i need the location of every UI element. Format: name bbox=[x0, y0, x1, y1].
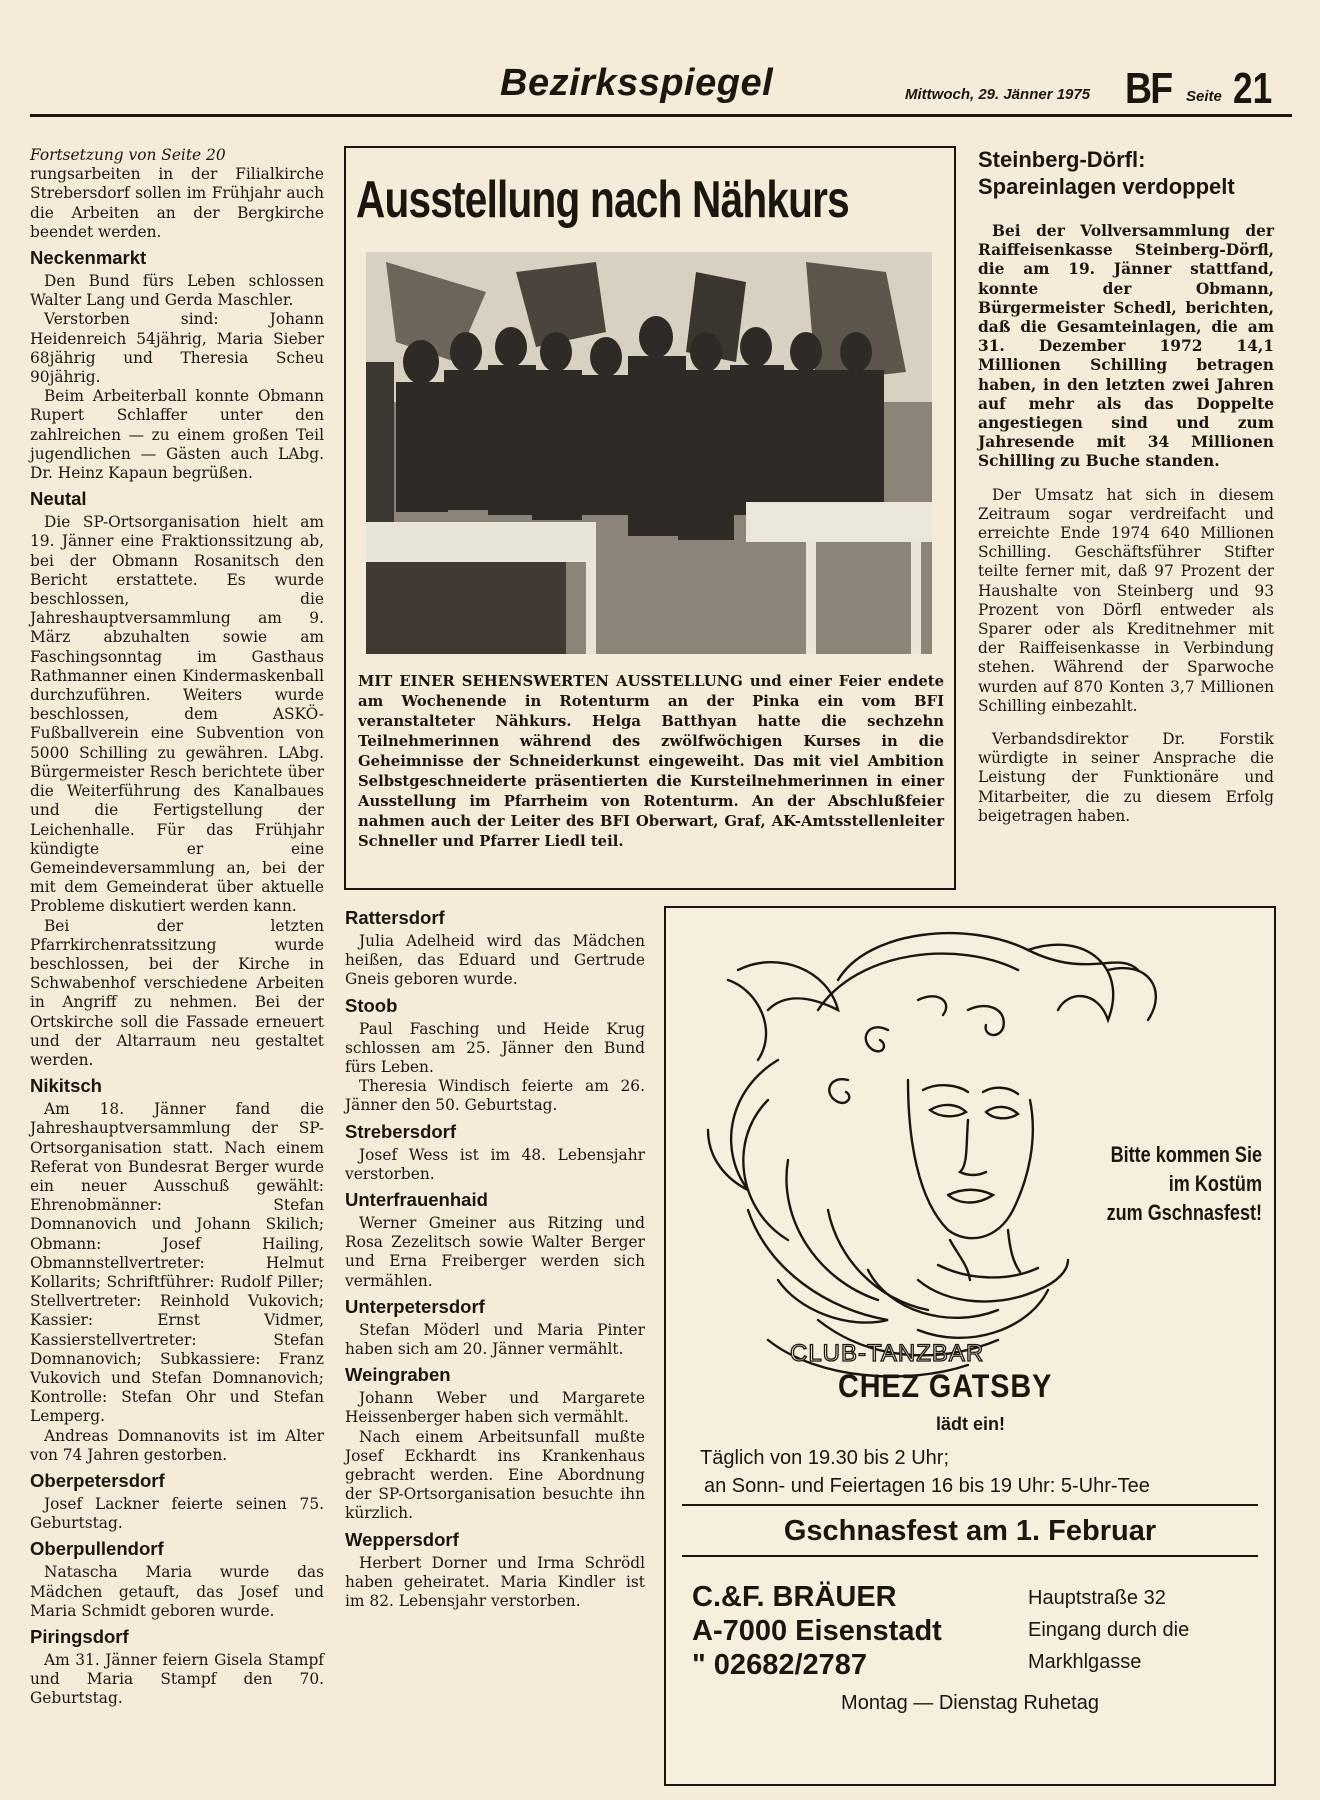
continued-text: rungsarbeiten in der Filialkirche Strebersdorf sollen im Frühjahr auch die Arbeiten an der Bergkirche beendet werden. bbox=[30, 165, 324, 241]
address-line: Markhlgasse bbox=[1028, 1651, 1142, 1673]
ad-divider bbox=[682, 1555, 1258, 1557]
paragraph: Beim Arbeiterball konnte Obmann Rupert Schlaffer unter den zahlreichen — zu einem großen Teil jugendlichen — Gästen auch LAbg. Dr. Heinz Kapaun begrüßen. bbox=[30, 387, 324, 483]
paragraph: Herbert Dorner und Irma Schrödl haben geheiratet. Maria Kindler ist im 82. Lebensjahr verstorben. bbox=[345, 1553, 645, 1611]
paragraph: Den Bund fürs Leben schlossen Walter Lang und Gerda Maschler. bbox=[30, 272, 324, 310]
ad-invitation bbox=[1098, 1140, 1262, 1227]
paragraph: Theresia Windisch feierte am 26. Jänner den 50. Geburtstag. bbox=[345, 1077, 645, 1115]
section-heading-oberpullendorf: Oberpullendorf bbox=[30, 1538, 164, 1560]
section-heading-neutal: Neutal bbox=[30, 488, 87, 510]
section-heading-stoob: Stoob bbox=[345, 994, 398, 1016]
invite-line: im Kostüm bbox=[1168, 1171, 1262, 1196]
section-heading-strebersdorf: Strebersdorf bbox=[345, 1120, 457, 1142]
section-heading-unterpetersdorf: Unterpetersdorf bbox=[345, 1295, 485, 1317]
paragraph: Die SP-Ortsorganisation hielt am 19. Jänner eine Fraktionssitzung ab, bei der Obmann Rosanitsch den Bericht erstattete. Es wurde beschlossen, die Jahreshauptversammlung am 9. März abzuhalten sowie am Faschingsonntag im Gasthaus Rathmanner einen Kindermaskenball durchzuführen. Weiters wurde beschlossen, dem ASKÖ-Fußballverein eine Subvention von 5000 Schilling zu gewähren. LAbg. Bürgermeister Resch berichtete über die Weiterführung des Kanalbaues und die Fertigstellung der Leichenhalle. Für das Frühjahr kündigte er eine Gemeindeversammlung an, bei der mit dem Gemeinderat über aktuelle Probleme diskutiert werden kann. bbox=[30, 513, 324, 916]
section-heading-weppersdorf: Weppersdorf bbox=[345, 1528, 459, 1550]
invite-line: zum Gschnasfest! bbox=[1106, 1200, 1262, 1225]
continuation-note: Fortsetzung von Seite 20 bbox=[30, 146, 226, 164]
paragraph: Verstorben sind: Johann Heidenreich 54jährig, Maria Sieber 68jährig und Theresia Scheu 90jährig. bbox=[30, 310, 324, 387]
photo-caption: MIT EINER SEHENSWERTEN AUSSTELLUNG und einer Feier endete am Wochenende in Rotenturm an der Pinka ein vom BFI veranstalteter Nähkurs. Helga Batthyan hatte die sechzehn Teilnehmerinnen während des zwölfwöchigen Kurses in die Geheimnisse der Schneiderkunst eingeweiht. Das mit viel Ambition Selbstgeschneiderte präsentierten die Kursteilnehmerinnen in einer Ausstellung im Pfarrheim von Rotenturm. An der Abschlußfeier nahmen auch der Leiter des BFI Oberwart, Graf, AK-Amtsstellenleiter Schneller und Pfarrer Liedl teil. bbox=[358, 673, 944, 850]
paragraph: Andreas Domnanovits ist im Alter von 74 Jahren gestorben. bbox=[30, 1426, 324, 1464]
column-right bbox=[978, 146, 1274, 826]
firm-name: C.&F. BRÄUER bbox=[692, 1581, 897, 1613]
opening-hours: Täglich von 19.30 bis 2 Uhr; bbox=[700, 1447, 950, 1469]
paragraph: Der Umsatz hat sich in diesem Zeitraum sogar verdreifacht und erreichte Ende 1974 640 Millionen Schilling. Geschäftsführer Stifter teilte ferner mit, daß 97 Prozent der Haushalte von Steinberg und 93 Prozent von Dörfl entweder als Sparer oder als Kreditnehmer mit der Raiffeisenkasse in Verbindung stehen. Während der Sparwoche wurden auf 870 Konten 3,7 Millionen Schilling einbezahlt. bbox=[978, 485, 1274, 715]
ad-divider bbox=[682, 1504, 1258, 1506]
firm-block bbox=[692, 1580, 942, 1682]
section-heading-piringsdorf: Piringsdorf bbox=[30, 1626, 129, 1648]
section-heading-neckenmarkt: Neckenmarkt bbox=[30, 247, 147, 269]
page-number: 21 bbox=[1233, 64, 1273, 113]
article-lead bbox=[978, 222, 1274, 472]
paragraph: Johann Weber und Margarete Heissenberger haben sich vermählt. bbox=[345, 1389, 645, 1427]
lead-paragraph: Bei der Vollversammlung der Raiffeisenkasse Steinberg-Dörfl, die am 19. Jänner stattfand, konnte der Obmann, Bürgermeister Schedl, berichten, daß die Gesamteinlagen, die am 31. Dezember 1972 14,1 Millionen Schilling betragen haben, in den letzten zwei Jahren auf mehr als das Doppelte angestiegen sind und zum Jahresende mit 34 Millionen Schilling zu Buche standen. bbox=[978, 222, 1274, 471]
event-announcement: Gschnasfest am 1. Februar bbox=[783, 1515, 1157, 1547]
paragraph: Bei der letzten Pfarrkirchenratssitzung wurde beschlossen, bei der Kirche in Schwabenhof verschiedene Arbeiten in Angriff zu nehmen. Bei der Ortskirche soll die Fassade erneuert und der Altarraum neu gestaltet werden. bbox=[30, 916, 324, 1069]
article-headline: Steinberg-Dörfl: Spareinlagen verdoppelt bbox=[978, 147, 1235, 199]
paragraph: Am 31. Jänner feiern Gisela Stampf und Maria Stampf den 70. Geburtstag. bbox=[30, 1651, 324, 1708]
firm-phone: " 02682/2787 bbox=[692, 1649, 868, 1681]
paragraph: Verbandsdirektor Dr. Forstik würdigte in seiner Ansprache die Leistung der Funktionäre und Mitarbeiter, die zu diesem Erfolg beigetragen haben. bbox=[978, 730, 1274, 825]
paragraph: Nach einem Arbeitsunfall mußte Josef Eckhardt ins Krankenhaus gebracht werden. Eine Abordnung der SP-Ortsorganisation besuchte ihn kürzlich. bbox=[345, 1427, 645, 1523]
header-rule bbox=[30, 114, 1292, 117]
address-line: Eingang durch die bbox=[1028, 1619, 1190, 1641]
firm-city: A-7000 Eisenstadt bbox=[692, 1615, 942, 1647]
feature-headline: Ausstellung nach Nähkurs bbox=[356, 171, 849, 229]
section-heading-weingraben: Weingraben bbox=[345, 1364, 451, 1386]
section-heading-nikitsch: Nikitsch bbox=[30, 1075, 102, 1097]
section-heading-rattersdorf: Rattersdorf bbox=[345, 907, 445, 928]
section-heading-oberpetersdorf: Oberpetersdorf bbox=[30, 1470, 165, 1491]
ad-tagline: lädt ein! bbox=[936, 1414, 1006, 1434]
invite-line: Bitte kommen Sie bbox=[1110, 1142, 1262, 1167]
closing-days: Montag — Dienstag Ruhetag bbox=[841, 1692, 1099, 1714]
paragraph: Julia Adelheid wird das Mädchen heißen, das Eduard und Gertrude Gneis geboren wurde. bbox=[345, 932, 645, 989]
paragraph: Josef Lackner feierte seinen 75. Geburtstag. bbox=[30, 1495, 324, 1533]
paragraph: Josef Wess ist im 48. Lebensjahr verstorben. bbox=[345, 1145, 645, 1183]
opening-hours-holidays: an Sonn- und Feiertagen 16 bis 19 Uhr: 5-Uhr-Tee bbox=[704, 1475, 1150, 1497]
section-title: Bezirksspiegel bbox=[500, 62, 774, 104]
paragraph: Werner Gmeiner aus Ritzing und Rosa Zezelitsch sowie Walter Berger und Erna Freiberger werden sich vermählen. bbox=[345, 1214, 645, 1290]
paragraph: Stefan Möderl und Maria Pinter haben sich am 20. Jänner vermählt. bbox=[345, 1320, 645, 1359]
column-middle bbox=[345, 902, 645, 1611]
club-name: CHEZ GATSBY bbox=[838, 1368, 1053, 1404]
column-left bbox=[30, 146, 324, 1709]
newspaper-logo: BF bbox=[1125, 64, 1172, 113]
paragraph: Am 18. Jänner fand die Jahreshauptversammlung der SP-Ortsorganisation statt. Nach einem Referat von Bundesrat Berger wurde ein neuer Ausschuß gewählt: Ehrenobmänner: Stefan Domnanovich und Johann Skilich; Obmann: Josef Hailing, Obmannstellvertreter: Helmut Kollarits; Schriftführer: Rudolf Piller; Stellvertreter: Reinhold Vukovich; Kassier: Ernst Vidmer, Kassierstellvertreter: Stefan Domnanovich; Subkassiere: Franz Vukovich und Stefan Domnanovich; Kontrolle: Stefan Ohr und Stefan Lemperg. bbox=[30, 1100, 324, 1426]
feature-photo bbox=[366, 252, 932, 654]
issue-date: Mittwoch, 29. Jänner 1975 bbox=[905, 86, 1091, 103]
paragraph: Paul Fasching und Heide Krug schlossen am 25. Jänner den Bund fürs Leben. bbox=[345, 1019, 645, 1077]
page-label: Seite bbox=[1186, 88, 1222, 105]
paragraph: Natascha Maria wurde das Mädchen getauft, das Josef und Maria Schmidt geboren wurde. bbox=[30, 1563, 324, 1620]
club-label: CLUB-TANZBAR bbox=[790, 1340, 985, 1367]
address-block bbox=[1028, 1582, 1189, 1678]
address-line: Hauptstraße 32 bbox=[1028, 1587, 1166, 1609]
section-heading-unterfrauenhaid: Unterfrauenhaid bbox=[345, 1189, 488, 1211]
